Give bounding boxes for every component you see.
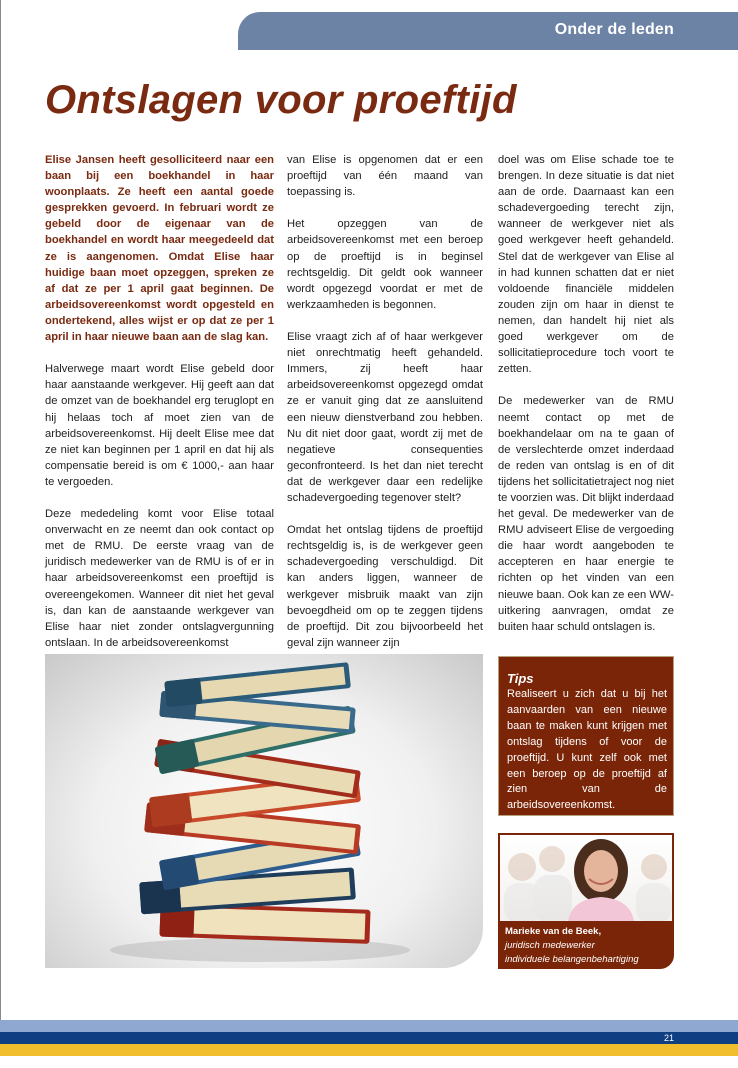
tips-box [498,656,674,816]
author-department: individuele belangenbehartiging [505,954,639,965]
article-paragraph: Deze mededeling komt voor Elise totaal onverwacht en ze neemt dan ook contact op met de RMU. De eerste vraag van de juridisch medewerker van de RMU is of er in haar arbeidsovereenkomst een proeftijd is overeengekomen. Wanneer dit niet het geval is, dan kan de aanstaande werkgever van Elise haar niet zonder ontslagvergunning ontslaan. In de arbeidsovereenkomst [45,508,274,649]
section-label: Onder de leden [554,21,674,38]
article-paragraph: Omdat het ontslag tijdens de proeftijd rechtsgeldig is, is de werkgever geen schadevergoeding verschuldigd. Dit kan anders liggen, wanneer de werkgever misbruik maakt van zijn bevoegdheid om op te zeggen tijdens de proeftijd. Dit zou bijvoorbeeld het geval zijn wanneer zijn [287,524,483,649]
article-paragraph: Halverwege maart wordt Elise gebeld door haar aanstaande werkgever. Hij geeft aan dat de omzet van de boekhandel erg teruglopt en hij helaas toch af moet zien van de arbeidsovereenkomst. Hij deelt Elise mee dat ze niet kan beginnen per 1 april en dat hij als compensatie bereid is om € 1000,- aan haar te vergoeden. [45,363,274,488]
article-paragraph: Elise vraagt zich af of haar werkgever niet onrechtmatig heeft gehandeld. Immers, zij heeft haar arbeidsovereenkomst opgezegd omdat ze er vanuit ging dat ze aansluitend een nieuw dienstverband zou hebben. Nu dit niet door gaat, wordt zij met de negatieve consequenties geconfronteerd. Is het dan niet terecht dat de werkgever daar een redelijke schadevergoeding tegenover stelt? [287,331,483,504]
author-role: juridisch medewerker [505,940,595,951]
article-paragraph: doel was om Elise schade toe te brengen. In deze situatie is dat niet aan de orde. Daarnaast kan een schadevergoeding terecht zijn, wanneer de werkgever niet als goed werkgever heeft gehandeld. Stel dat de werkgever van Elise al in had kunnen schatten dat er niet voldoende financiële middelen zouden zijn om haar in dienst te nemen, dan handelt hij niet als goed werkgever om de sollicitatieprocedure toch voort te zetten. [498,154,674,376]
tips-text: Realiseert u zich dat u bij het aanvaarden van een nieuwe baan te maken kunt krijgen met ontslag tijdens of voor de proeftijd. U kunt zelf ook met een beroep op de proeftijd af zien van de arbeidsovereenkomst. [507,688,667,812]
author-name: Marieke van de Beek, [505,926,602,937]
author-portrait [500,835,672,921]
footer-bar-yellow [0,1044,738,1056]
footer-bar-blue [0,1032,738,1044]
article-paragraph: van Elise is opgenomen dat er een proeftijd van één maand van toepassing is. [287,154,483,199]
article-column-1 [45,152,274,667]
page-number: 21 [663,1033,674,1043]
article-lead: Elise Jansen heeft gesolliciteerd naar een baan bij een boekhandel in haar woonplaats. Ze heeft een aantal goede gesprekken gevoerd. In februari wordt ze gebeld door de eigenaar van de boekhandel en wordt haar meegedeeld dat ze is aangenomen. Omdat Elise haar huidige baan moet opzeggen, spreken ze af dat ze per 1 april gaat beginnen. De arbeidsovereenkomst wordt opgesteld en ondertekend, alles wijst er op dat ze per 1 april in haar nieuwe baan aan de slag kan. [45,154,274,344]
page-edge-rule [0,0,1,1020]
author-photo [500,835,672,921]
book-stack-illustration [45,654,483,968]
section-tab [238,12,738,50]
book-stack-photo [45,654,483,968]
tips-title: Tips [507,671,534,686]
article-paragraph: Het opzeggen van de arbeidsovereenkomst met een beroep op de proeftijd is in beginsel rechtsgeldig. Dit geldt ook wanneer wordt opgezegd voordat er met de werkzaamheden is begonnen. [287,218,483,311]
article-paragraph: De medewerker van de RMU neemt contact op met de boekhandelaar om na te gaan of de verslechterde omzet inderdaad de reden van ontslag is en of dit tijdens het sollicitatietraject nog niet te voorzien was. Dit blijkt inderdaad het geval. De medewerker van de RMU adviseert Elise de vergoeding die haar wordt aangeboden te accepteren en haar energie te richten op het vinden van een nieuwe baan. Ook kan ze een WW-uitkering aanvragen, omdat ze buiten haar schuld ontslagen is. [498,395,674,633]
footer-bar-light [0,1020,738,1032]
article-column-3 [498,152,674,651]
author-box [498,833,674,969]
article-title: Ontslagen voor proeftijd [45,78,517,122]
article-column-2 [287,152,483,667]
